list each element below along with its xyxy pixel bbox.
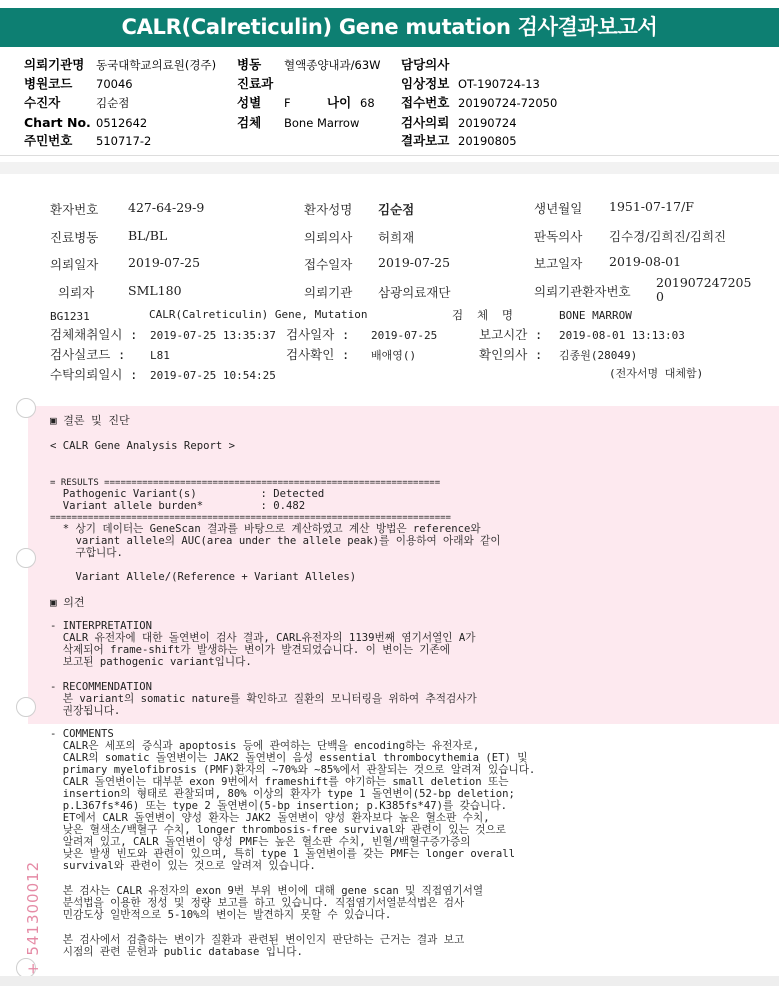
value-sex: F — [284, 96, 291, 110]
value-chart-no: 0512642 — [96, 116, 148, 130]
comment-line: p.L367fs*46) 또는 type 2 돌연변이(5-bp insertion; p.K385fs*47)를 갖습니다. — [50, 800, 507, 812]
method-line: 분석법을 이용한 정성 및 정량 보고를 하고 있습니다. 직접염기서열분석법은 검사 — [50, 897, 465, 909]
label-birth-date: 생년월일 — [534, 201, 583, 216]
comment-line: 낮은 혈색소/백혈구 수치, longer thrombosis-free survival와 관련이 있는 것으로 — [50, 824, 506, 836]
label-requesting-institution: 의뢰기관명 — [24, 57, 85, 72]
comment-line: primary myelofibrosis (PMF)환자의 ~70%와 ~85%에서 관찰되는 것으로 알려져 있습니다. — [50, 764, 536, 776]
label-resident-number: 주민번호 — [24, 133, 73, 148]
label-patient-name: 환자성명 — [304, 202, 353, 217]
value-hospital-code: 70046 — [96, 77, 133, 91]
result-allele-burden: Variant allele burden* : 0.482 — [50, 500, 306, 512]
value-patient-name: 김순점 — [378, 202, 415, 217]
result-pathogenic-variant: Pathogenic Variant(s) : Detected — [50, 488, 325, 500]
value-lab-code: L81 — [150, 349, 170, 362]
value-test-confirmation: 배애영() — [371, 349, 417, 362]
comment-line: CALR 돌연변이는 대부분 exon 9번에서 frameshift를 야기하는 small deletion 또는 — [50, 776, 509, 788]
highlight-band — [28, 406, 779, 724]
label-report-date: 보고일자 — [534, 256, 583, 271]
comments-heading: - COMMENTS — [50, 728, 114, 740]
comment-line: insertion의 형태로 관찰되며, 80% 이상의 환자가 type 1 돌연변이(52-bp deletion; — [50, 788, 515, 800]
comment-line: 알려져 있고, CALR 돌연변이 양성 PMF는 높은 혈소판 수치, 빈혈/백혈구증가증의 — [50, 836, 471, 848]
comment-line: CALR은 세포의 증식과 apoptosis 등에 관여하는 단백을 encoding하는 유전자로, — [50, 740, 480, 752]
value-requesting-org: 삼광의료재단 — [378, 285, 451, 300]
value-birth-date: 1951-07-17/F — [609, 199, 694, 214]
disclaimer-line: 시점의 관련 문헌과 public database 입니다. — [50, 946, 303, 958]
section-conclusion-heading: ▣ 결론 및 진단 — [50, 414, 130, 427]
label-clinic-ward: 진료병동 — [50, 230, 99, 245]
value-ward: 혈액종양내과/63W — [284, 58, 381, 72]
label-test-request: 검사의뢰 — [401, 115, 450, 130]
method-note-line: 구합니다. — [50, 547, 123, 559]
value-test-date: 2019-07-25 — [371, 329, 438, 342]
label-test-date: 검사일자 : — [286, 327, 350, 342]
scan-top-bar — [0, 162, 779, 174]
interpretation-line: CALR 유전자에 대한 돌연변이 검사 결과, CARL유전자의 1139번째 염기서열인 A가 — [50, 632, 476, 644]
method-line: 본 검사는 CALR 유전자의 exon 9번 부위 변이에 대해 gene scan 및 직접염기서열 — [50, 885, 484, 897]
value-collection-time: 2019-07-25 13:35:37 — [150, 329, 276, 342]
value-confirming-doctor: 김종원(28049) — [559, 349, 638, 362]
recommendation-line: 권장됩니다. — [50, 705, 121, 717]
value-requester: SML180 — [128, 283, 182, 298]
label-department: 진료과 — [237, 76, 274, 91]
value-accession-number: 20190724-72050 — [458, 96, 558, 110]
label-hospital-code: 병원코드 — [24, 76, 73, 91]
method-note-line: variant allele의 AUC(area under the allele peak)를 이용하여 아래와 같이 — [50, 535, 501, 547]
disclaimer-line: 본 검사에서 검출하는 변이가 질환과 관련된 변이인지 판단하는 근거는 결과 보고 — [50, 934, 465, 946]
report-title: CALR(Calreticulin) Gene mutation 검사결과보고서 — [0, 8, 779, 47]
comment-line: survival와 관련이 있는 것으로 알려져 있습니다. — [50, 860, 316, 872]
method-line: 민감도상 일반적으로 5-10%의 변이는 발견하지 못할 수 있습니다. — [50, 909, 392, 921]
label-attending-physician: 담당의사 — [401, 57, 450, 72]
label-patient-number: 환자번호 — [50, 202, 99, 217]
value-report-time: 2019-08-01 13:13:03 — [559, 329, 685, 342]
label-accession-number: 접수번호 — [401, 95, 450, 110]
punch-hole — [16, 398, 36, 418]
value-consignment-time: 2019-07-25 10:54:25 — [150, 369, 276, 382]
label-sex: 성별 — [237, 95, 262, 110]
results-header: = RESULTS ============================================================== — [50, 478, 441, 488]
value-reading-doctor: 김수경/김희진/김희진 — [609, 229, 727, 244]
label-patient: 수진자 — [24, 95, 61, 110]
label-clinical-info: 임상정보 — [401, 76, 450, 91]
label-ward: 병동 — [237, 57, 262, 72]
value-org-patient-number-suffix: 0 — [656, 289, 664, 304]
label-collection-time: 검체채취일시 : — [50, 327, 138, 342]
allele-formula: Variant Allele/(Reference + Variant Alleles) — [50, 571, 357, 583]
value-requesting-institution: 동국대학교의료원(경주) — [96, 58, 217, 72]
punch-hole — [16, 697, 36, 717]
label-specimen: 검체 — [237, 115, 262, 130]
value-patient-number: 427-64-29-9 — [128, 200, 205, 215]
value-report-date: 2019-08-01 — [609, 254, 682, 269]
results-separator: ========================================================================== — [50, 513, 451, 523]
section-opinion-heading: ▣ 의견 — [50, 596, 85, 609]
label-receipt-date: 접수일자 — [304, 257, 353, 272]
value-resident-number: 510717-2 — [96, 134, 152, 148]
vertical-stamp-number: + 541300012 — [24, 860, 42, 975]
value-clinical-info: OT-190724-13 — [458, 77, 540, 91]
comment-line: 낮은 발생 빈도와 관련이 있으며, 특히 type 1 돌연변이를 갖는 PMF는 longer overall — [50, 848, 515, 860]
value-test-request: 20190724 — [458, 116, 517, 130]
label-report-time: 보고시간 : — [479, 327, 543, 342]
value-org-patient-number: 201907247205 — [656, 275, 752, 290]
test-code: BG1231 — [50, 310, 90, 323]
interpretation-heading: - INTERPRETATION — [50, 620, 153, 632]
value-referring-doctor: 허희재 — [378, 230, 415, 245]
value-patient: 김순점 — [96, 96, 130, 110]
label-consignment-time: 수탁의뢰일시 : — [50, 367, 138, 382]
value-age: 68 — [360, 96, 375, 110]
label-result-report: 결과보고 — [401, 133, 450, 148]
value-result-report: 20190805 — [458, 134, 517, 148]
label-test-confirmation: 검사확인 : — [286, 347, 350, 362]
bottom-bar — [0, 976, 779, 986]
value-receipt-date: 2019-07-25 — [378, 255, 451, 270]
comment-line: ET에서 CALR 돌연변이 양성 환자는 JAK2 돌연변이 양성 환자보다 높은 혈소판 수치, — [50, 812, 490, 824]
analysis-report-title: < CALR Gene Analysis Report > — [50, 440, 235, 452]
value-clinic-ward: BL/BL — [128, 228, 168, 243]
interpretation-line: 보고된 pathogenic variant입니다. — [50, 656, 252, 668]
value-specimen-name: BONE MARROW — [559, 309, 632, 322]
label-requester: 의뢰자 — [58, 285, 95, 300]
test-name: CALR(Calreticulin) Gene, Mutation — [149, 308, 368, 321]
label-specimen-name: 검 체 명 — [452, 308, 514, 322]
header-divider — [0, 155, 779, 156]
recommendation-heading: - RECOMMENDATION — [50, 681, 153, 693]
label-reading-doctor: 판독의사 — [534, 229, 583, 244]
method-note-line: * 상기 데이터는 GeneScan 결과를 바탕으로 계산하였고 계산 방법은 reference와 — [50, 523, 481, 535]
label-chart-no: Chart No. — [24, 115, 91, 130]
value-request-date: 2019-07-25 — [128, 255, 201, 270]
e-signature-note: (전자서명 대체함) — [609, 367, 704, 380]
value-specimen: Bone Marrow — [284, 116, 360, 130]
interpretation-line: 삭제되어 frame-shift가 발생하는 변이가 발견되었습니다. 이 변이는 기존에 — [50, 644, 451, 656]
label-age: 나이 — [327, 95, 352, 110]
label-requesting-org: 의뢰기관 — [304, 285, 353, 300]
label-org-patient-number: 의뢰기관환자번호 — [534, 284, 631, 299]
label-request-date: 의뢰일자 — [50, 257, 99, 272]
punch-hole — [16, 548, 36, 568]
label-referring-doctor: 의뢰의사 — [304, 230, 353, 245]
comment-line: CALR의 somatic 돌연변이는 JAK2 돌연변이 음성 essential thrombocythemia (ET) 및 — [50, 752, 528, 764]
label-lab-code: 검사실코드 : — [50, 347, 126, 362]
label-confirming-doctor: 확인의사 : — [479, 347, 543, 362]
recommendation-line: 본 variant의 somatic nature를 확인하고 질환의 모니터링을 위하여 추적검사가 — [50, 693, 477, 705]
